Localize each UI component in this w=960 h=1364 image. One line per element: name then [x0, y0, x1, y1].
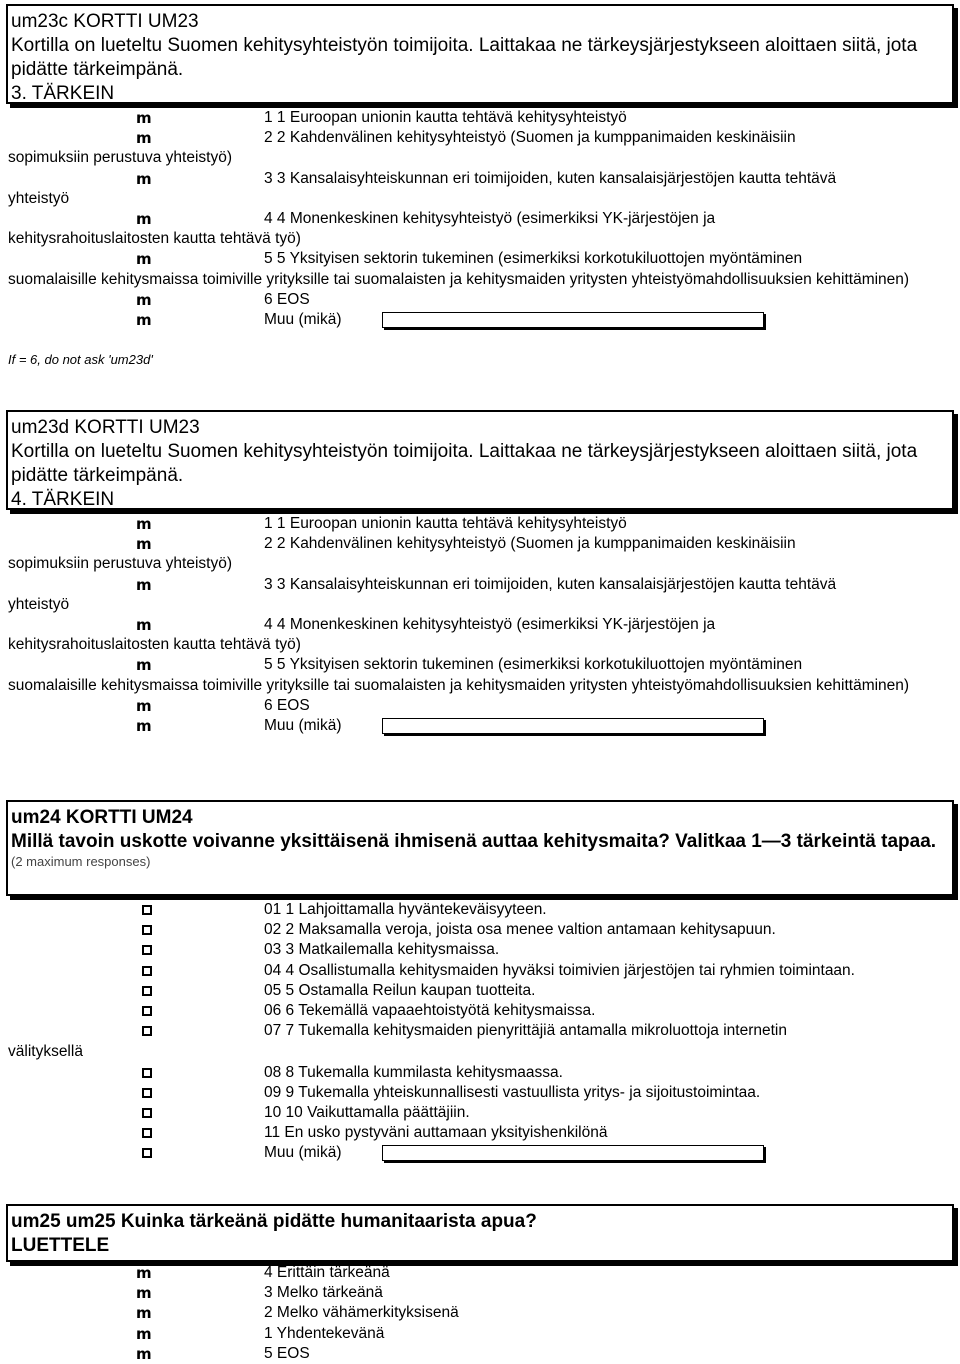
- checkbox-icon[interactable]: [142, 1103, 152, 1124]
- question-header-um25: [6, 1204, 954, 1262]
- other-text-input[interactable]: [382, 1145, 764, 1161]
- routing-note: If = 6, do not ask 'um23d': [8, 352, 153, 367]
- radio-button-icon[interactable]: m: [136, 129, 152, 148]
- option-label: 07 7 Tukemalla kehitysmaiden pienyrittäjiä antamalla mikroluottoja internetin: [264, 1022, 787, 1040]
- option-item[interactable]: [8, 1001, 952, 1021]
- option-label: 04 4 Osallistumalla kehitysmaiden hyväksi toimivien järjestöjen tai ryhmien toimintaan.: [264, 961, 855, 979]
- option-item[interactable]: [8, 249, 952, 289]
- option-item[interactable]: [8, 1083, 952, 1103]
- option-label-cont: suomalaisille kehitysmaissa toimiville yrityksille tai suomalaisten ja kehitysmaiden yritysten yhteistyömahdollisuuksien kehittäminen): [8, 676, 910, 694]
- option-label: 09 9 Tukemalla yhteiskunnallisesti vastuullista yritys- ja sijoitustoimintaa.: [264, 1083, 761, 1101]
- option-label-cont: yhteistyö: [8, 189, 70, 207]
- option-item[interactable]: [8, 128, 952, 168]
- question-id: um25 um25 Kuinka tärkeänä pidätte humanitaarista apua?: [11, 1211, 537, 1232]
- option-label: Muu (mikä): [264, 717, 342, 735]
- option-label: 3 3 Kansalaisyhteiskunnan eri toimijoiden, kuten kansalaisjärjestöjen kautta tehtävä: [264, 575, 837, 593]
- option-item[interactable]: [8, 108, 952, 128]
- option-label: 02 2 Maksamalla veroja, joista osa menee valtion antamaan kehitysapuun.: [264, 921, 776, 939]
- options-um25: [8, 1263, 952, 1364]
- radio-button-icon[interactable]: m: [136, 311, 152, 330]
- checkbox-icon[interactable]: [142, 1123, 152, 1144]
- radio-button-icon[interactable]: m: [136, 535, 152, 554]
- option-label: 1 Yhdentekevänä: [264, 1324, 385, 1342]
- options-um23d: [8, 514, 952, 736]
- radio-button-icon[interactable]: m: [136, 109, 152, 127]
- option-item[interactable]: [8, 209, 952, 249]
- other-text-input[interactable]: [382, 312, 764, 328]
- radio-button-icon[interactable]: m: [136, 696, 152, 715]
- question-text: Millä tavoin uskotte voivanne yksittäisenä ihmisenä auttaa kehitysmaita? Valitkaa 1—3 tärkeintä tapaa.: [11, 831, 937, 852]
- option-item[interactable]: [8, 615, 952, 655]
- option-item[interactable]: [8, 1063, 952, 1083]
- checkbox-icon[interactable]: [142, 981, 152, 1002]
- radio-button-icon[interactable]: m: [136, 1304, 152, 1323]
- option-label: 4 4 Monenkeskinen kehitysyhteistyö (esimerkiksi YK-järjestöjen ja: [264, 210, 716, 228]
- option-label-cont: kehitysrahoituslaitosten kautta tehtävä työ): [8, 636, 301, 654]
- question-text: Kortilla on lueteltu Suomen kehitysyhteistyön toimijoita. Laittakaa ne tärkeysjärjestykseen aloittaen siitä, jota pidätte tärkeimpänä.: [11, 35, 918, 80]
- radio-button-icon[interactable]: m: [136, 169, 152, 188]
- other-text-input[interactable]: [382, 718, 764, 734]
- option-label: 2 Melko vähämerkityksisenä: [264, 1304, 459, 1322]
- option-item[interactable]: [8, 900, 952, 920]
- option-label: 6 EOS: [264, 290, 310, 308]
- question-header-um23c: [6, 4, 954, 104]
- question-text: Kortilla on lueteltu Suomen kehitysyhteistyön toimijoita. Laittakaa ne tärkeysjärjestykseen aloittaen siitä, jota pidätte tärkeimpänä.: [11, 441, 918, 486]
- checkbox-icon[interactable]: [142, 1143, 152, 1164]
- radio-button-icon[interactable]: m: [136, 1344, 152, 1363]
- option-item[interactable]: [8, 655, 952, 695]
- option-item[interactable]: [8, 514, 952, 534]
- checkbox-icon[interactable]: [142, 1083, 152, 1104]
- option-item-other[interactable]: [8, 310, 952, 330]
- option-item[interactable]: [8, 1263, 952, 1283]
- option-label: 5 5 Yksityisen sektorin tukeminen (esimerkiksi korkotukiluottojen myöntäminen: [264, 656, 803, 674]
- option-item[interactable]: [8, 961, 952, 981]
- option-label: 3 Melko tärkeänä: [264, 1284, 383, 1302]
- option-item[interactable]: [8, 1021, 952, 1062]
- option-item[interactable]: [8, 920, 952, 940]
- option-item-other[interactable]: [8, 716, 952, 736]
- option-label: Muu (mikä): [264, 1144, 342, 1162]
- option-label: 5 EOS: [264, 1344, 310, 1362]
- question-text: LUETTELE: [11, 1235, 110, 1256]
- option-label: 05 5 Ostamalla Reilun kaupan tuotteita.: [264, 981, 536, 999]
- option-label-cont: kehitysrahoituslaitosten kautta tehtävä työ): [8, 230, 301, 248]
- question-rank: 3. TÄRKEIN: [11, 83, 115, 104]
- question-rank: 4. TÄRKEIN: [11, 489, 115, 510]
- radio-button-icon[interactable]: m: [136, 210, 152, 229]
- option-label: 1 1 Euroopan unionin kautta tehtävä kehitysyhteistyö: [264, 109, 627, 126]
- option-label-cont: yhteistyö: [8, 595, 70, 613]
- option-label-cont: sopimuksiin perustuva yhteistyö): [8, 555, 232, 573]
- option-label-cont: suomalaisille kehitysmaissa toimiville yrityksille tai suomalaisten ja kehitysmaiden yritysten yhteistyömahdollisuuksien kehittäminen): [8, 270, 910, 288]
- checkbox-icon[interactable]: [142, 940, 152, 961]
- question-id: um24 KORTTI UM24: [11, 807, 193, 828]
- option-item[interactable]: [8, 981, 952, 1001]
- checkbox-icon[interactable]: [142, 1001, 152, 1022]
- max-responses-note: (2 maximum responses): [11, 854, 151, 869]
- question-header-um23d: [6, 410, 954, 510]
- option-item[interactable]: [8, 1324, 952, 1344]
- option-label: 10 10 Vaikuttamalla päättäjiin.: [264, 1104, 470, 1122]
- option-label: 06 6 Tekemällä vapaaehtoistyötä kehitysmaissa.: [264, 1002, 596, 1020]
- option-label: 01 1 Lahjoittamalla hyväntekeväisyyteen.: [264, 901, 547, 918]
- option-item[interactable]: [8, 534, 952, 574]
- option-item[interactable]: [8, 1344, 952, 1364]
- option-item[interactable]: [8, 169, 952, 209]
- option-label: Muu (mikä): [264, 311, 342, 329]
- option-label: 3 3 Kansalaisyhteiskunnan eri toimijoiden, kuten kansalaisjärjestöjen kautta tehtävä: [264, 169, 837, 187]
- options-um24: [8, 900, 952, 1164]
- checkbox-icon[interactable]: [142, 1021, 152, 1042]
- option-item-other[interactable]: [8, 1143, 952, 1163]
- options-um23c: [8, 108, 952, 330]
- radio-button-icon[interactable]: m: [136, 250, 152, 269]
- option-item[interactable]: [8, 1303, 952, 1323]
- option-label: 08 8 Tukemalla kummilasta kehitysmaassa.: [264, 1063, 563, 1081]
- question-id: um23d KORTTI UM23: [11, 417, 200, 438]
- checkbox-icon[interactable]: [142, 900, 152, 921]
- option-label: 03 3 Matkailemalla kehitysmaissa.: [264, 941, 500, 959]
- option-item[interactable]: [8, 290, 952, 310]
- option-label: 4 4 Monenkeskinen kehitysyhteistyö (esimerkiksi YK-järjestöjen ja: [264, 616, 716, 634]
- checkbox-icon[interactable]: [142, 1063, 152, 1084]
- radio-button-icon[interactable]: m: [136, 717, 152, 736]
- option-item[interactable]: [8, 1103, 952, 1123]
- radio-button-icon[interactable]: m: [136, 1324, 152, 1343]
- option-label: 6 EOS: [264, 696, 310, 714]
- option-label: 4 Erittäin tärkeänä: [264, 1264, 390, 1281]
- option-label: 2 2 Kahdenvälinen kehitysyhteistyö (Suomen ja kumppanimaiden keskinäisiin: [264, 129, 796, 147]
- radio-button-icon[interactable]: m: [136, 656, 152, 675]
- option-label: 5 5 Yksityisen sektorin tukeminen (esimerkiksi korkotukiluottojen myöntäminen: [264, 250, 803, 268]
- radio-button-icon[interactable]: m: [136, 1284, 152, 1303]
- question-id: um23c KORTTI UM23: [11, 11, 199, 32]
- option-item[interactable]: [8, 575, 952, 615]
- option-item[interactable]: [8, 1283, 952, 1303]
- option-label-cont: sopimuksiin perustuva yhteistyö): [8, 149, 232, 167]
- option-label: 1 1 Euroopan unionin kautta tehtävä kehitysyhteistyö: [264, 515, 627, 532]
- option-item[interactable]: [8, 696, 952, 716]
- option-item[interactable]: [8, 1123, 952, 1143]
- option-label: 11 En usko pystyväni auttamaan yksityishenkilönä: [264, 1124, 608, 1142]
- question-header-um24: [6, 800, 954, 896]
- radio-button-icon[interactable]: m: [136, 1264, 152, 1282]
- radio-button-icon[interactable]: m: [136, 515, 152, 533]
- option-item[interactable]: [8, 940, 952, 960]
- radio-button-icon[interactable]: m: [136, 290, 152, 309]
- checkbox-icon[interactable]: [142, 961, 152, 982]
- checkbox-icon[interactable]: [142, 920, 152, 941]
- option-label: 2 2 Kahdenvälinen kehitysyhteistyö (Suomen ja kumppanimaiden keskinäisiin: [264, 535, 796, 553]
- option-label-cont: välityksellä: [8, 1043, 83, 1061]
- radio-button-icon[interactable]: m: [136, 575, 152, 594]
- radio-button-icon[interactable]: m: [136, 616, 152, 635]
